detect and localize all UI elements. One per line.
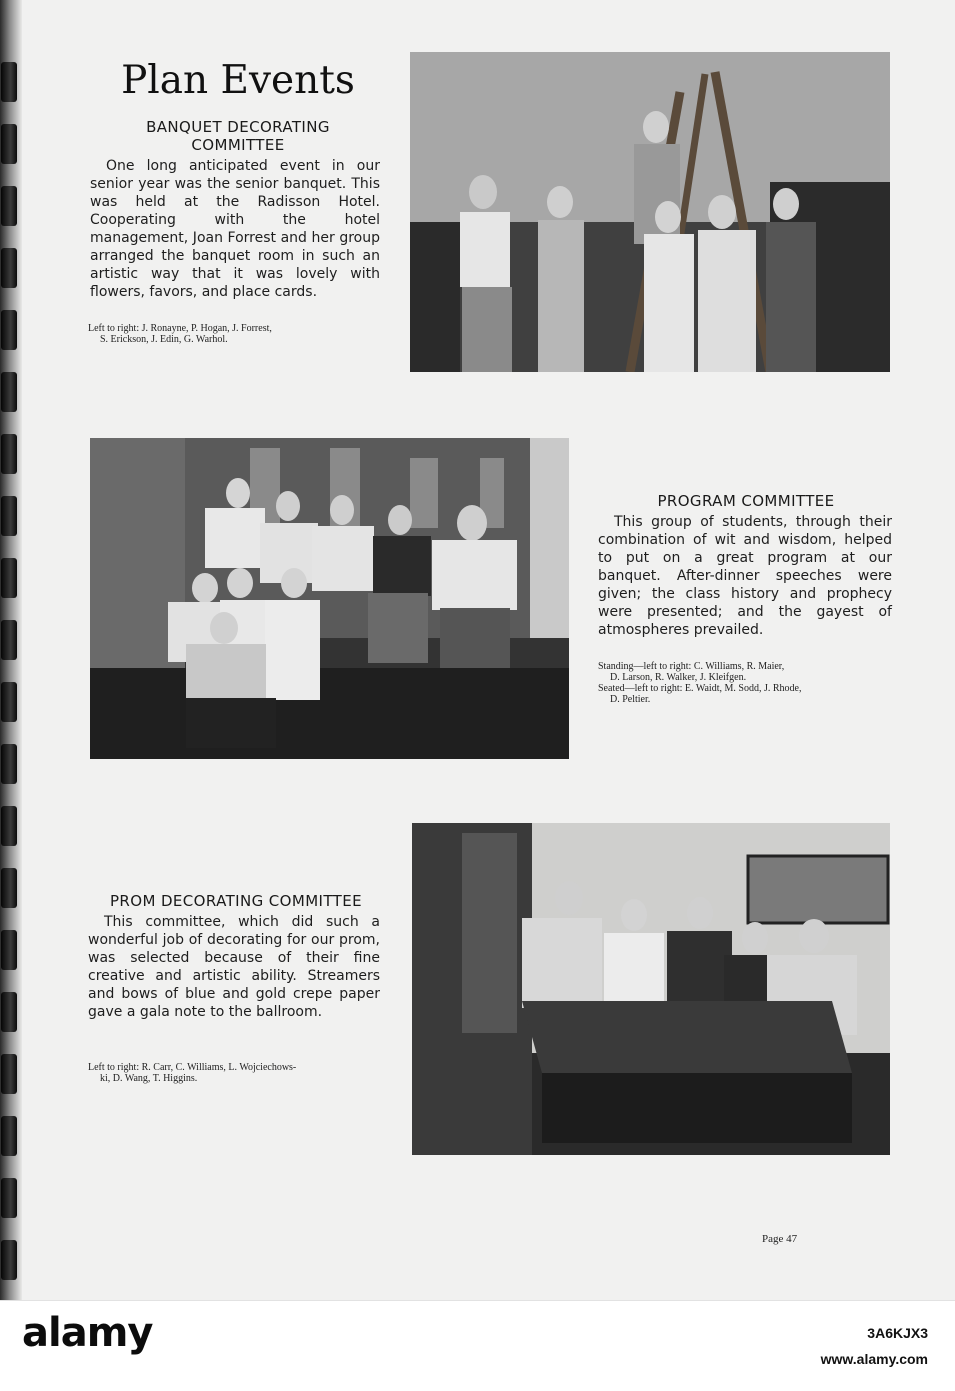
binding-ring	[1, 992, 17, 1032]
program-body-text: This group of students, through their combination of wit and wisdom, helped to put on a great program at our banquet. After-dinner speeches were given; the class history and prophecy were presented; and the gayest of atmospheres prevailed.	[598, 514, 892, 638]
program-heading-line1: PROGRAM COMMITTEE	[657, 492, 835, 510]
prom-heading	[88, 892, 384, 910]
prom-caption-line2: ki, D. Wang, T. Higgins.	[100, 1073, 198, 1084]
binding-ring	[1, 558, 17, 598]
binding-ring	[1, 124, 17, 164]
prom-heading-line1: PROM DECORATING COMMITTEE	[109, 892, 362, 910]
binding-ring	[1, 868, 17, 908]
binding-ring	[1, 1054, 17, 1094]
banquet-heading-line2: COMMITTEE	[191, 136, 285, 154]
page-number: Page 47	[762, 1233, 798, 1245]
prom-caption-line1: Left to right: R. Carr, C. Williams, L. Wojciechows-	[88, 1062, 297, 1073]
binding-ring	[1, 1178, 17, 1218]
page-title: Plan Events	[121, 58, 355, 103]
watermark-image-id: 3A6KJX3	[867, 1325, 928, 1341]
program-caption-line2: D. Larson, R. Walker, J. Kleifgen.	[610, 672, 747, 683]
banquet-caption	[88, 323, 388, 345]
prom-caption	[88, 1062, 388, 1084]
program-caption-line3: Seated—left to right: E. Waidt, M. Sodd, J. Rhode,	[598, 683, 802, 694]
binding-ring	[1, 496, 17, 536]
program-photo-image	[90, 438, 569, 759]
banquet-body-text: One long anticipated event in our senior year was the senior banquet. This was held at the Radisson Hotel. Cooperating with the hotel management, Joan Forrest and her group arranged the banquet room in such an artistic way that it was lovely with flowers, favors, and place cards.	[90, 158, 380, 300]
binding-ring	[1, 62, 17, 102]
watermark-logo: alamy	[22, 1310, 153, 1356]
program-caption-line1: Standing—left to right: C. Williams, R. Maier,	[598, 661, 785, 672]
binding-ring	[1, 372, 17, 412]
banquet-heading	[90, 118, 386, 154]
binding-ring	[1, 434, 17, 474]
banquet-caption-line1: Left to right: J. Ronayne, P. Hogan, J. Forrest,	[88, 323, 272, 334]
banquet-heading-line1: BANQUET DECORATING	[146, 118, 330, 136]
prom-photo-image	[412, 823, 890, 1155]
binding-ring	[1, 930, 17, 970]
binding-ring	[1, 248, 17, 288]
program-committee-photo	[90, 438, 569, 759]
banquet-caption-line2: S. Erickson, J. Edin, G. Warhol.	[100, 334, 228, 345]
watermark-url: www.alamy.com	[820, 1351, 928, 1367]
binding-ring	[1, 620, 17, 660]
prom-committee-photo	[412, 823, 890, 1155]
program-caption-line4: D. Peltier.	[610, 694, 651, 705]
binding-ring	[1, 310, 17, 350]
binding-ring	[1, 1240, 17, 1280]
binding-ring	[1, 744, 17, 784]
banquet-photo-image	[410, 52, 890, 372]
binding-ring	[1, 186, 17, 226]
prom-body-text: This committee, which did such a wonderful job of decorating for our prom, was selected because of their fine creative and artistic ability. Streamers and bows of blue and gold crepe paper gave a gala note to the ballroom.	[88, 914, 380, 1020]
program-heading	[598, 492, 894, 510]
binding-ring	[1, 1116, 17, 1156]
binding-ring	[1, 806, 17, 846]
binding-ring	[1, 682, 17, 722]
program-caption	[598, 661, 898, 705]
banquet-committee-photo	[410, 52, 890, 372]
